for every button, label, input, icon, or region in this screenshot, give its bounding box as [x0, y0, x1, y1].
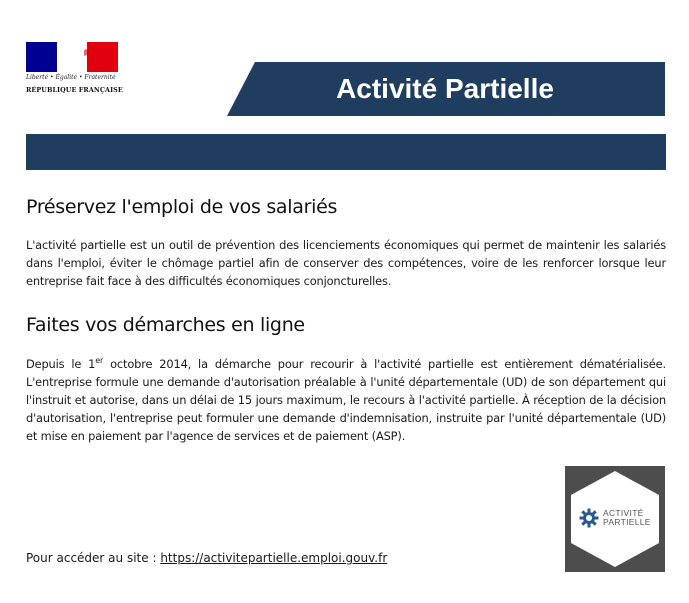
site-access — [26, 551, 387, 565]
text-start: Depuis le 1 — [26, 357, 96, 371]
site-link[interactable]: https://activitepartielle.emploi.gouv.fr — [160, 551, 388, 565]
marianne-icon — [50, 44, 96, 72]
badge-line-1: ACTIVITÉ — [603, 508, 644, 518]
republique-francaise-logo — [26, 42, 123, 98]
section-heading-emploi: Préservez l'emploi de vos salariés — [26, 196, 338, 218]
section-text-demarches — [26, 355, 666, 445]
site-access-label: Pour accéder au site : — [26, 551, 161, 565]
text-rest: octobre 2014, la démarche pour recourir à l'activité partielle est entièrement dématérialisée. L'entreprise formule une demande d'autorisation préalable à l'unité départementale (UD) de son département qui l'instruit et autorise, dans un délai de 15 jours maximum, le recours à l'activité partielle. À réception de la décision d'autorisation, l'entreprise peut formuler une demande d'indemnisation, instruite par l'unité départementale (UD) et mise en paiement par l'agence de services et de paiement (ASP). — [26, 357, 666, 443]
republique-francaise-label: RÉPUBLIQUE FRANÇAISE — [26, 86, 123, 94]
ordinal-superscript: er — [95, 356, 104, 366]
activite-partielle-badge — [565, 466, 665, 572]
badge-label — [603, 509, 651, 527]
page-title: Activité Partielle — [336, 73, 554, 104]
badge-line-2: PARTIELLE — [603, 517, 651, 527]
section-text-emploi: L'activité partielle est un outil de prévention des licenciements économiques qui permet de maintenir les salariés dans l'emploi, éviter le chômage partiel afin de conserver des compétences, voire de les renforcer lorsque leur entreprise fait face à des difficultés économiques conjoncturelles. — [26, 238, 666, 288]
motto: Liberté • Égalité • Fraternité — [26, 74, 116, 81]
gear-icon — [579, 508, 599, 528]
section-heading-demarches: Faites vos démarches en ligne — [26, 314, 305, 336]
header-divider-bar — [26, 134, 666, 170]
